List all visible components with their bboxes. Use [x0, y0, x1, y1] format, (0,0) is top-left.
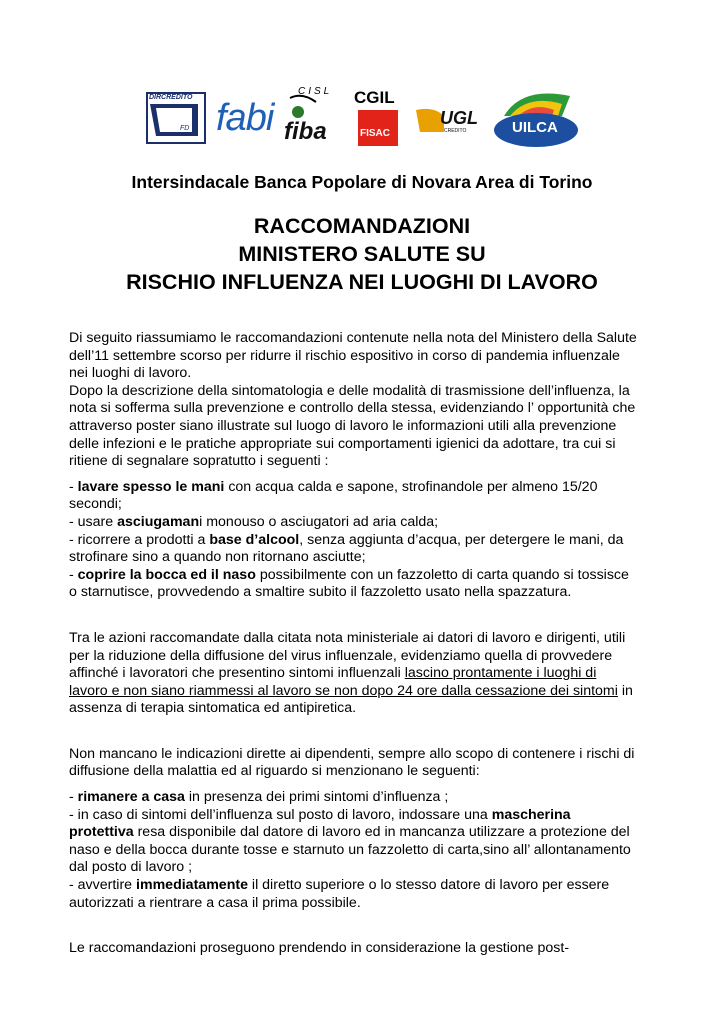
- list-item-cont: autorizzati a rientrare a casa il prima possibile.: [69, 894, 361, 911]
- list-item-cont: protettiva resa disponibile dal datore di lavoro ed in mancanza utilizzare a protezione del: [69, 824, 630, 841]
- paragraph-line: diffusione della malattia ed al riguardo si menzionano le seguenti:: [69, 763, 480, 780]
- dircredito-text: DIRCREDITO: [149, 94, 193, 101]
- list-item-cont: strofinare sino a quando non ritornano asciutte;: [69, 549, 366, 566]
- list-item: - ricorrere a prodotti a base d’alcool, senza aggiunta d’acqua, per detergere le mani, da: [69, 531, 624, 548]
- cisl-fiba-logo: [282, 86, 344, 150]
- fabi-text: fabi: [216, 97, 274, 139]
- ugl-sub: CREDITO: [444, 128, 467, 134]
- paragraph-employees: [69, 746, 669, 781]
- paragraph-line: per la riduzione della diffusione del virus influenzale, evidenziamo quella di provvedere: [69, 647, 613, 664]
- union-logos: [146, 82, 582, 152]
- ugl-logo: [414, 106, 480, 136]
- paragraph-line: dell’11 settembre scorso per ridurre il rischio espositivo in corso di pandemia influenzale: [69, 347, 620, 364]
- list-item-cont: naso e della bocca durante tosse e starnuto un fazzoletto di carta,sino all’ allontanamento: [69, 841, 631, 858]
- paragraph-line: nei luoghi di lavoro.: [69, 365, 192, 382]
- main-title-line-2: MINISTERO SALUTE SU: [238, 242, 486, 266]
- dircredito-sub: FD: [180, 125, 190, 132]
- cgil-text: CGIL: [354, 88, 395, 107]
- paragraph-line: Dopo la descrizione della sintomatologia e delle modalità di trasmissione dell’influenza, la: [69, 382, 630, 399]
- paragraph-line: Di seguito riassumiamo le raccomandazioni contenute nella nota del Ministero della Salute: [69, 330, 637, 346]
- organization-title: Intersindacale Banca Popolare di Novara Area di Torino: [131, 172, 593, 192]
- fisac-text: FISAC: [360, 128, 390, 139]
- dircredito-logo: [146, 92, 206, 144]
- main-title-line-1: RACCOMANDAZIONI: [253, 214, 471, 238]
- list-item: - lavare spesso le mani con acqua calda e sapone, strofinandole per almeno 15/20: [69, 478, 598, 495]
- main-title-line-3: RISCHIO INFLUENZA NEI LUOGHI DI LAVORO: [126, 270, 598, 294]
- paragraph-line: nota si sofferma sulla prevenzione e controllo della stessa, evidenziando l’ opportunità che: [69, 400, 636, 417]
- fiba-text: fiba: [284, 118, 327, 145]
- paragraph-line: lavoro e non siano riammessi al lavoro se non dopo 24 ore dalla cessazione dei sintomi in: [69, 682, 633, 699]
- cisl-text: CISL: [298, 86, 333, 97]
- list-item: - in caso di sintomi dell’influenza sul posto di lavoro, indossare una mascherina: [69, 806, 571, 823]
- hygiene-list: [69, 479, 669, 602]
- main-title: [0, 212, 724, 296]
- uilca-logo: [492, 82, 582, 150]
- list-item: - rimanere a casa in presenza dei primi sintomi d’influenza ;: [69, 789, 449, 806]
- paragraph-line: affinché i lavoratori che presentino sintomi influenzali lascino prontamente i luoghi di: [69, 665, 597, 682]
- paragraph-line: attraverso poster siano illustrate sul luogo di lavoro le informazioni utili alla prevenzione: [69, 417, 617, 434]
- paragraph-line: ritiene di segnalare sopratutto i seguenti :: [69, 453, 329, 470]
- paragraph-intro: [69, 330, 669, 471]
- list-item: - coprire la bocca ed il naso possibilmente con un fazzoletto di carta quando si tossisce: [69, 566, 629, 583]
- employee-list: [69, 789, 669, 912]
- fabi-logo: [216, 94, 280, 142]
- paragraph-line: Tra le azioni raccomandate dalla citata nota ministeriale ai datori di lavoro e dirigenti, utili: [69, 629, 626, 646]
- list-item: - usare asciugamani monouso o asciugatori ad aria calda;: [69, 513, 439, 530]
- list-item-cont: o starnutisce, provvedendo a smaltire subito il fazzoletto usato nella spazzatura.: [69, 584, 572, 601]
- paragraph-line: Non mancano le indicazioni dirette ai dipendenti, sempre allo scopo di contenere i rischi di: [69, 745, 635, 762]
- paragraph-line: assenza di terapia sintomatica ed antipiretica.: [69, 700, 357, 717]
- paragraph-employers: [69, 630, 669, 718]
- ugl-text: UGL: [440, 108, 478, 128]
- paragraph-closing: Le raccomandazioni proseguono prendendo in considerazione la gestione post-: [69, 940, 570, 957]
- list-item-cont: secondi;: [69, 496, 122, 513]
- uilca-text: UILCA: [512, 119, 558, 136]
- paragraph-line: delle infezioni e le pratiche appropriate sui comportamenti igienici da adottare, tra cui si: [69, 435, 616, 452]
- cgil-fisac-logo: [354, 88, 402, 148]
- list-item: - avvertire immediatamente il diretto superiore o lo stesso datore di lavoro per essere: [69, 877, 610, 894]
- document-body: [69, 330, 669, 958]
- list-item-cont: dal posto di lavoro ;: [69, 859, 193, 876]
